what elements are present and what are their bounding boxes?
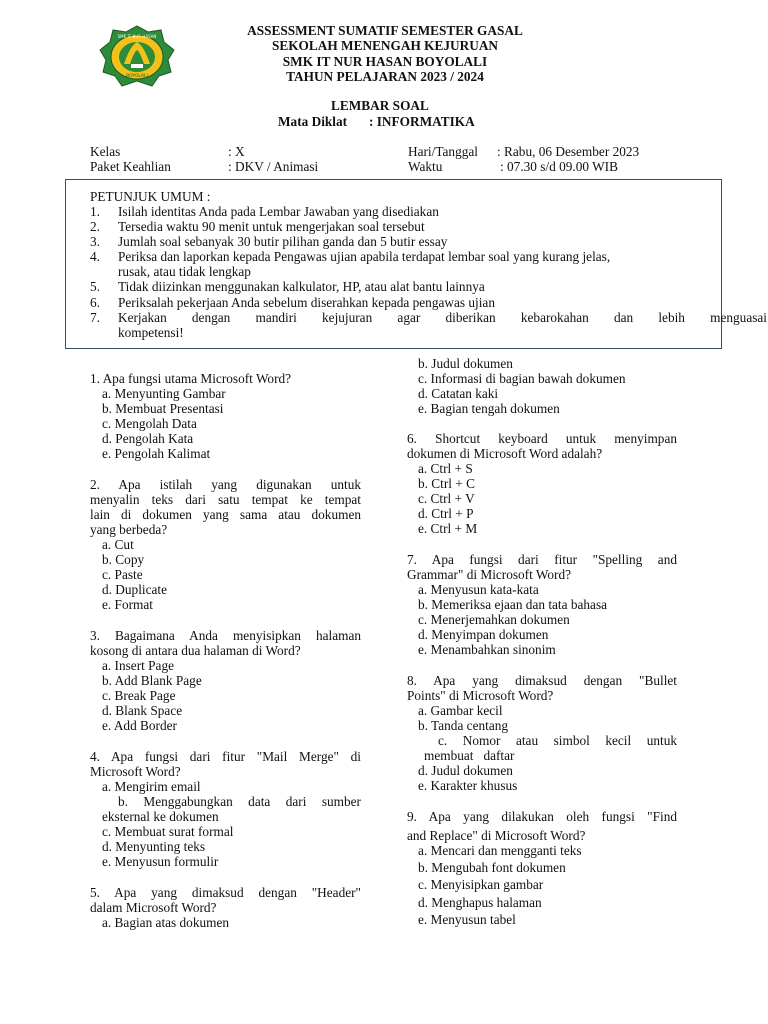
question-2-option-c: c. Paste (102, 567, 143, 582)
question-5-option-c: c. Informasi di bagian bawah dokumen (418, 371, 626, 386)
question-8-option-e: e. Karakter khusus (418, 778, 518, 793)
question-5-option-e: e. Bagian tengah dokumen (418, 401, 560, 416)
question-8-line: 8. Apa yang dimaksud dengan "Bullet (407, 673, 677, 688)
question-1-option-c: c. Mengolah Data (102, 416, 197, 431)
instruction-text: Kerjakan dengan mandiri kejujuran agar diberikan kebarokahan dan lebih menguasai (118, 310, 767, 325)
kelas-label: Kelas (90, 144, 121, 159)
question-4-option-e: e. Menyusun formulir (102, 854, 219, 869)
school-type: SEKOLAH MENENGAH KEJURUAN (271, 38, 499, 53)
question-9-line: and Replace" di Microsoft Word? (407, 828, 586, 843)
question-8-option-c (418, 733, 677, 763)
svg-text:BOYOLALI: BOYOLALI (126, 74, 148, 79)
question-8-option-c-line: membuat daftar (424, 748, 515, 763)
academic-year: TAHUN PELAJARAN 2023 / 2024 (286, 69, 484, 84)
instruction-number: 1. (90, 204, 100, 219)
question-4-text (90, 749, 361, 779)
question-2-option-d: d. Duplicate (102, 582, 167, 597)
hari-value: : Rabu, 06 Desember 2023 (497, 144, 640, 159)
hari-label: Hari/Tanggal (408, 144, 478, 159)
question-2-text (90, 477, 361, 537)
instruction-number: 3. (90, 234, 100, 249)
question-9-option-c: c. Menyisipkan gambar (418, 877, 544, 892)
instruction-number: 7. (90, 310, 100, 325)
question-7-line: 7. Apa fungsi dari fitur "Spelling and (407, 552, 677, 567)
question-3-line: kosong di antara dua halaman di Word? (90, 643, 301, 658)
question-9-option-e: e. Menyusun tabel (418, 912, 516, 927)
waktu-value: : 07.30 s/d 09.00 WIB (500, 159, 618, 174)
sheet-title: LEMBAR SOAL (331, 98, 429, 113)
question-4-option-b (102, 794, 361, 824)
question-7-line: Grammar" di Microsoft Word? (407, 567, 572, 582)
question-2-option-e: e. Format (102, 597, 153, 612)
question-3-option-c: c. Break Page (102, 688, 176, 703)
question-5-line: dalam Microsoft Word? (90, 900, 217, 915)
school-logo (98, 24, 176, 88)
question-7-option-d: d. Menyimpan dokumen (418, 627, 549, 642)
question-6-option-a: a. Ctrl + S (418, 461, 473, 476)
question-3-line: 3. Bagaimana Anda menyisipkan halaman (90, 628, 361, 643)
question-7-text (407, 552, 677, 582)
question-9-option-a: a. Mencari dan mengganti teks (418, 843, 582, 858)
question-4-option-b-line: eksternal ke dokumen (102, 809, 219, 824)
question-4-line: Microsoft Word? (90, 764, 181, 779)
question-5-option-b: b. Judul dokumen (418, 356, 513, 371)
question-3-text (90, 628, 361, 658)
question-6-option-e: e. Ctrl + M (418, 521, 478, 536)
question-8-option-b: b. Tanda centang (418, 718, 509, 733)
school-name: SMK IT NUR HASAN BOYOLALI (282, 54, 488, 69)
subject-label: Mata Diklat (278, 114, 348, 129)
question-7-option-b: b. Memeriksa ejaan dan tata bahasa (418, 597, 608, 612)
question-2-line: menyalin teks dari satu tempat ke tempat (90, 492, 361, 507)
question-9-line: 9. Apa yang dilakukan oleh fungsi "Find (407, 809, 677, 824)
question-3-option-d: d. Blank Space (102, 703, 183, 718)
question-5-option-d: d. Catatan kaki (418, 386, 499, 401)
question-1-option-b: b. Membuat Presentasi (102, 401, 224, 416)
instruction-text: Isilah identitas Anda pada Lembar Jawaban yang disediakan (118, 204, 439, 219)
question-2-option-b: b. Copy (102, 552, 145, 567)
question-2-line: lain di dokumen yang sama atau dokumen (90, 507, 361, 522)
question-3-option-b: b. Add Blank Page (102, 673, 202, 688)
question-6-line: dokumen di Microsoft Word adalah? (407, 446, 603, 461)
instruction-text: Tidak diizinkan menggunakan kalkulator, HP, atau alat bantu lainnya (118, 279, 485, 294)
question-4-option-b-line: b. Menggabungkan data dari sumber (118, 794, 361, 809)
question-4-line: 4. Apa fungsi dari fitur "Mail Merge" di (90, 749, 361, 764)
question-2-line: 2. Apa istilah yang digunakan untuk (90, 477, 361, 492)
question-2-line: yang berbeda? (90, 522, 168, 537)
question-1-option-e: e. Pengolah Kalimat (102, 446, 211, 461)
paket-value: : DKV / Animasi (228, 159, 319, 174)
question-7-option-c: c. Menerjemahkan dokumen (418, 612, 570, 627)
question-5-line: 5. Apa yang dimaksud dengan "Header" (90, 885, 361, 900)
question-7-option-e: e. Menambahkan sinonim (418, 642, 556, 657)
question-9-option-d: d. Menghapus halaman (418, 895, 542, 910)
question-3-option-e: e. Add Border (102, 718, 177, 733)
question-8-option-c-line: c. Nomor atau simbol kecil untuk (438, 733, 677, 748)
instructions-title: PETUNJUK UMUM : (90, 189, 211, 204)
question-6-option-d: d. Ctrl + P (418, 506, 474, 521)
instruction-number: 2. (90, 219, 100, 234)
instruction-text: rusak, atau tidak lengkap (118, 264, 251, 279)
question-4-option-d: d. Menyunting teks (102, 839, 206, 854)
question-5-option-a: a. Bagian atas dokumen (102, 915, 230, 930)
question-8-option-a: a. Gambar kecil (418, 703, 503, 718)
question-4-option-c: c. Membuat surat formal (102, 824, 234, 839)
subject-value: : INFORMATIKA (369, 114, 475, 129)
question-1-option-a: a. Menyunting Gambar (102, 386, 226, 401)
svg-text:SMK IT NUR HASAN: SMK IT NUR HASAN (117, 34, 157, 39)
question-4-option-a: a. Mengirim email (102, 779, 201, 794)
instruction-number: 6. (90, 295, 100, 310)
instruction-number: 5. (90, 279, 100, 294)
instruction-text: Tersedia waktu 90 menit untuk mengerjakan soal tersebut (118, 219, 425, 234)
instruction-text: kompetensi! (118, 325, 184, 340)
question-1-option-d: d. Pengolah Kata (102, 431, 194, 446)
instruction-text: Jumlah soal sebanyak 30 butir pilihan ganda dan 5 butir essay (118, 234, 448, 249)
question-9-text (407, 808, 677, 844)
question-6-option-b: b. Ctrl + C (418, 476, 475, 491)
question-5-text (90, 885, 361, 915)
question-8-option-d: d. Judul dokumen (418, 763, 513, 778)
instruction-text: Periksa dan laporkan kepada Pengawas ujian apabila terdapat lembar soal yang kurang jelas, (118, 249, 611, 264)
question-3-option-a: a. Insert Page (102, 658, 174, 673)
question-9-option-b: b. Mengubah font dokumen (418, 860, 566, 875)
question-6-text (407, 431, 677, 461)
question-6-line: 6. Shortcut keyboard untuk menyimpan (407, 431, 677, 446)
question-8-line: Points" di Microsoft Word? (407, 688, 554, 703)
exam-title: ASSESSMENT SUMATIF SEMESTER GASAL (247, 23, 523, 38)
question-6-option-c: c. Ctrl + V (418, 491, 475, 506)
waktu-label: Waktu (408, 159, 443, 174)
question-2-option-a: a. Cut (102, 537, 134, 552)
question-1-text: 1. Apa fungsi utama Microsoft Word? (90, 371, 292, 386)
paket-label: Paket Keahlian (90, 159, 171, 174)
question-7-option-a: a. Menyusun kata-kata (418, 582, 539, 597)
instruction-number: 4. (90, 249, 100, 264)
question-8-text (407, 673, 677, 703)
kelas-value: : X (228, 144, 245, 159)
instruction-text: Periksalah pekerjaan Anda sebelum diserahkan kepada pengawas ujian (118, 295, 495, 310)
